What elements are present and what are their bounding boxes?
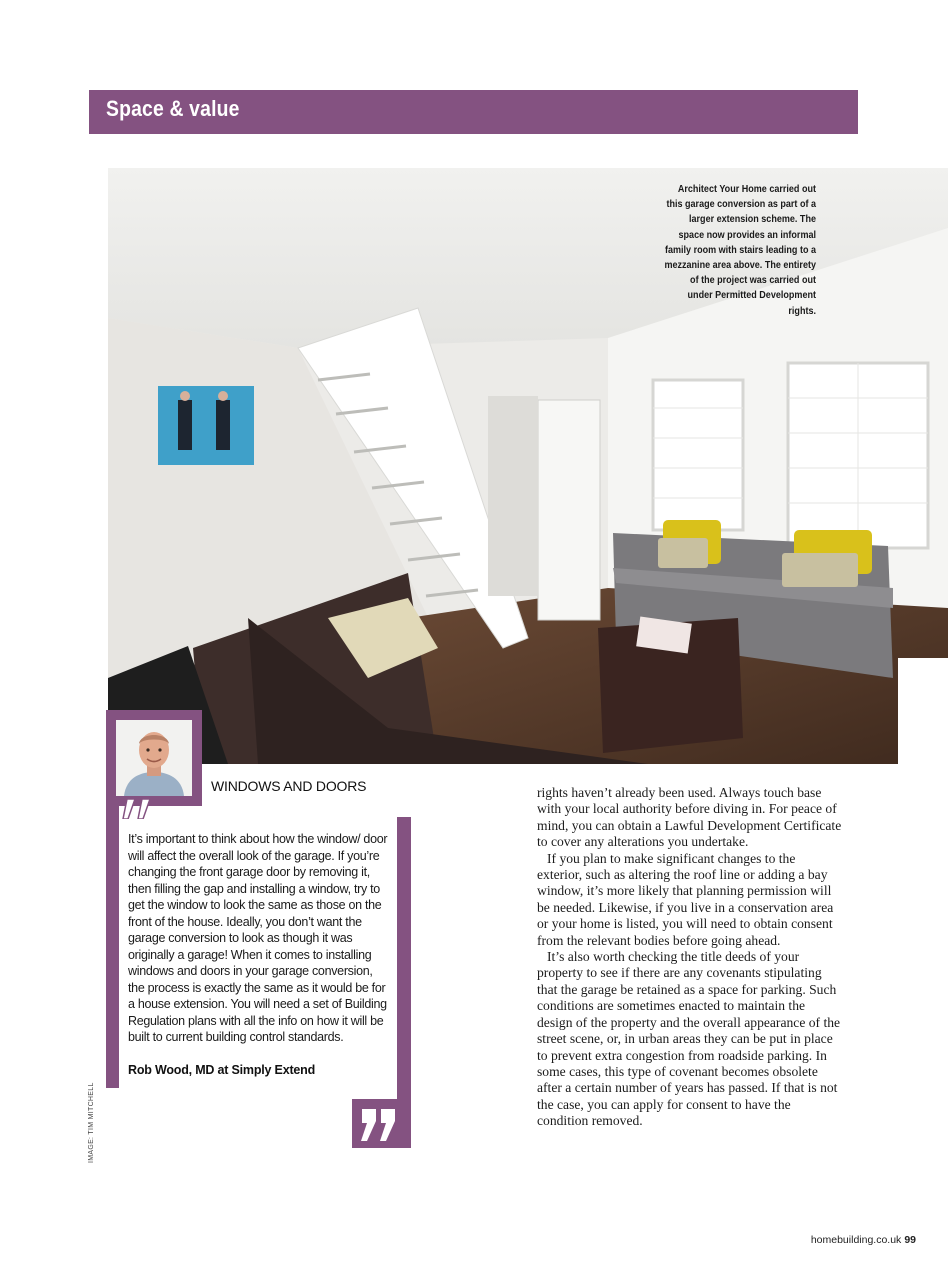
- living-room-photo: [108, 168, 948, 764]
- window-icon: [653, 380, 743, 530]
- photo-illustration: [108, 168, 948, 764]
- photo-caption: Architect Your Home carried out this garage conversion as part of a larger extension scheme. The space now provides an informal family room with stairs leading to a mezzanine area above. The entirety of the project was carried out under Permitted Development rights.: [664, 183, 816, 317]
- sidebar-left-border: [106, 806, 119, 1088]
- avatar: [116, 720, 192, 796]
- footer-site: homebuilding.co.uk: [810, 1234, 902, 1246]
- page-footer: [780, 1234, 916, 1246]
- sidebar-heading: WINDOWS AND DOORS: [211, 778, 367, 794]
- close-quote-icon: [352, 1099, 411, 1148]
- article-paragraph: If you plan to make significant changes to the exterior, such as altering the roof line or adding a bay window, it’s more likely that planning permission will be needed. Likewise, if you live in a conservation area or your home is listed, you will need to obtain consent from the relevant bodies before going ahead.: [537, 850, 834, 948]
- wall-art-icon: [158, 386, 254, 465]
- sidebar-body: It’s important to think about how the window/ door will affect the overall look of the garage. If you’re changing the front garage door by removing it, then filling the gap and installing a window, try to get the window to look the same as those on the front of the house. Ideally, you don’t want the garage conversion to look as though it was originally a garage! When it comes to installing windows and doors in your garage conversion, the process is exactly the same as it would be for a house extension. You will need a set of Building Regulation plans with all the info on how it will be built to current building control standards.: [128, 832, 388, 1044]
- section-title: Space & value: [106, 96, 240, 121]
- article-paragraph: rights haven’t already been used. Always touch base with your local authority before diving in. For peace of mind, you can obtain a Lawful Development Certificate to cover any alterations you undertake.: [537, 785, 842, 850]
- portrait-frame: [106, 710, 202, 806]
- page-number: 99: [904, 1234, 916, 1246]
- open-quote-icon: [116, 793, 152, 819]
- sidebar-right-border: [397, 817, 411, 1147]
- close-quote-block: [352, 1099, 411, 1148]
- door-icon: [538, 400, 600, 620]
- image-credit: IMAGE: TIM MITCHELL: [88, 1082, 95, 1163]
- article-body: [537, 785, 842, 1130]
- sidebar-credit: Rob Wood, MD at Simply Extend: [128, 1063, 316, 1077]
- article-paragraph: It’s also worth checking the title deeds of your property to see if there are any covenants stipulating that the garage be retained as a space for parking. Such conditions are sometimes enacted to maintain the design of the property and the overall appearance of the street scene, or, in urban areas they can be put in place to prevent extra congestion from roadside parking. In some cases, this type of covenant becomes obsolete after a certain number of years has passed. If that is not the case, you can apply for consent to have the condition removed.: [537, 949, 841, 1129]
- person-portrait-icon: [116, 720, 192, 796]
- section-header-bar: [89, 90, 858, 134]
